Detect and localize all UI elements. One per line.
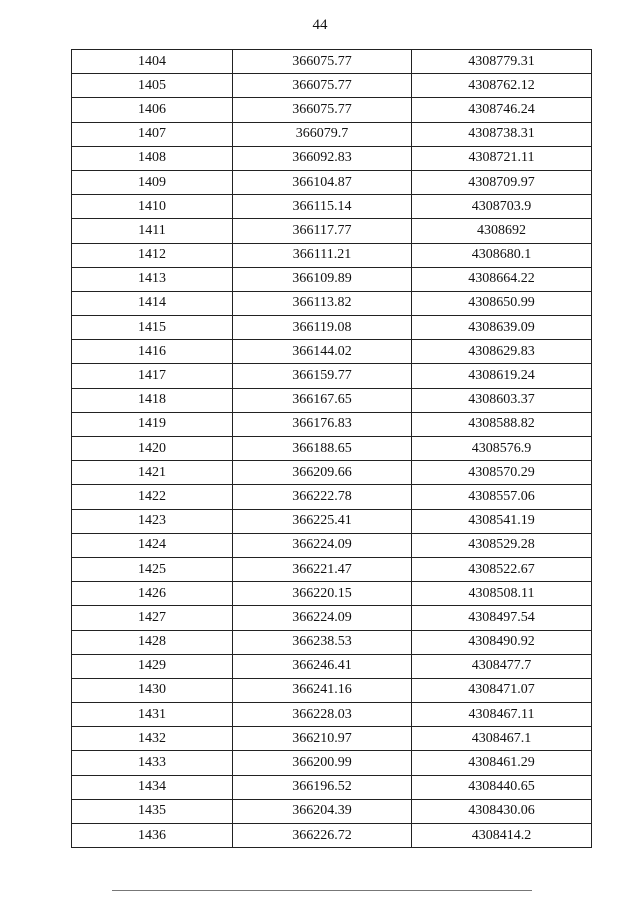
point-number-cell: 1415 [72, 316, 233, 340]
x-coordinate-cell: 366210.97 [233, 727, 412, 751]
y-coordinate-cell: 4308497.54 [412, 606, 592, 630]
x-coordinate-cell: 366200.99 [233, 751, 412, 775]
y-coordinate-cell: 4308588.82 [412, 412, 592, 436]
y-coordinate-cell: 4308467.1 [412, 727, 592, 751]
x-coordinate-cell: 366075.77 [233, 74, 412, 98]
x-coordinate-cell: 366225.41 [233, 509, 412, 533]
y-coordinate-cell: 4308414.2 [412, 824, 592, 848]
point-number-cell: 1412 [72, 243, 233, 267]
table-row [72, 316, 592, 340]
x-coordinate-cell: 366221.47 [233, 557, 412, 581]
x-coordinate-cell: 366176.83 [233, 412, 412, 436]
y-coordinate-cell: 4308664.22 [412, 267, 592, 291]
table-row [72, 74, 592, 98]
y-coordinate-cell: 4308467.11 [412, 703, 592, 727]
point-number-cell: 1416 [72, 340, 233, 364]
y-coordinate-cell: 4308440.65 [412, 775, 592, 799]
table-row [72, 654, 592, 678]
y-coordinate-cell: 4308529.28 [412, 533, 592, 557]
table-row [72, 703, 592, 727]
y-coordinate-cell: 4308709.97 [412, 170, 592, 194]
y-coordinate-cell: 4308576.9 [412, 437, 592, 461]
table-row [72, 50, 592, 74]
y-coordinate-cell: 4308738.31 [412, 122, 592, 146]
y-coordinate-cell: 4308703.9 [412, 195, 592, 219]
scan-artifact-line [112, 890, 532, 891]
y-coordinate-cell: 4308680.1 [412, 243, 592, 267]
table-row [72, 267, 592, 291]
coordinates-table-body [72, 50, 592, 848]
x-coordinate-cell: 366222.78 [233, 485, 412, 509]
x-coordinate-cell: 366159.77 [233, 364, 412, 388]
x-coordinate-cell: 366224.09 [233, 606, 412, 630]
x-coordinate-cell: 366238.53 [233, 630, 412, 654]
point-number-cell: 1422 [72, 485, 233, 509]
y-coordinate-cell: 4308692 [412, 219, 592, 243]
y-coordinate-cell: 4308557.06 [412, 485, 592, 509]
table-row [72, 751, 592, 775]
y-coordinate-cell: 4308721.11 [412, 146, 592, 170]
table-row [72, 364, 592, 388]
table-row [72, 606, 592, 630]
point-number-cell: 1431 [72, 703, 233, 727]
table-row [72, 582, 592, 606]
table-row [72, 195, 592, 219]
point-number-cell: 1430 [72, 678, 233, 702]
point-number-cell: 1407 [72, 122, 233, 146]
x-coordinate-cell: 366241.16 [233, 678, 412, 702]
x-coordinate-cell: 366188.65 [233, 437, 412, 461]
y-coordinate-cell: 4308522.67 [412, 557, 592, 581]
y-coordinate-cell: 4308430.06 [412, 799, 592, 823]
point-number-cell: 1429 [72, 654, 233, 678]
coordinates-table [71, 49, 592, 848]
x-coordinate-cell: 366115.14 [233, 195, 412, 219]
point-number-cell: 1405 [72, 74, 233, 98]
point-number-cell: 1410 [72, 195, 233, 219]
x-coordinate-cell: 366075.77 [233, 50, 412, 74]
table-row [72, 146, 592, 170]
y-coordinate-cell: 4308779.31 [412, 50, 592, 74]
point-number-cell: 1436 [72, 824, 233, 848]
x-coordinate-cell: 366104.87 [233, 170, 412, 194]
x-coordinate-cell: 366228.03 [233, 703, 412, 727]
point-number-cell: 1417 [72, 364, 233, 388]
point-number-cell: 1406 [72, 98, 233, 122]
x-coordinate-cell: 366079.7 [233, 122, 412, 146]
x-coordinate-cell: 366092.83 [233, 146, 412, 170]
y-coordinate-cell: 4308477.7 [412, 654, 592, 678]
table-row [72, 340, 592, 364]
table-row [72, 799, 592, 823]
point-number-cell: 1435 [72, 799, 233, 823]
y-coordinate-cell: 4308762.12 [412, 74, 592, 98]
table-row [72, 485, 592, 509]
table-row [72, 98, 592, 122]
x-coordinate-cell: 366196.52 [233, 775, 412, 799]
point-number-cell: 1426 [72, 582, 233, 606]
point-number-cell: 1434 [72, 775, 233, 799]
x-coordinate-cell: 366246.41 [233, 654, 412, 678]
table-row [72, 243, 592, 267]
x-coordinate-cell: 366119.08 [233, 316, 412, 340]
x-coordinate-cell: 366167.65 [233, 388, 412, 412]
table-row [72, 727, 592, 751]
y-coordinate-cell: 4308490.92 [412, 630, 592, 654]
y-coordinate-cell: 4308650.99 [412, 291, 592, 315]
point-number-cell: 1421 [72, 461, 233, 485]
table-row [72, 219, 592, 243]
table-row [72, 678, 592, 702]
table-row [72, 291, 592, 315]
x-coordinate-cell: 366226.72 [233, 824, 412, 848]
point-number-cell: 1428 [72, 630, 233, 654]
y-coordinate-cell: 4308629.83 [412, 340, 592, 364]
y-coordinate-cell: 4308619.24 [412, 364, 592, 388]
y-coordinate-cell: 4308639.09 [412, 316, 592, 340]
y-coordinate-cell: 4308461.29 [412, 751, 592, 775]
point-number-cell: 1409 [72, 170, 233, 194]
y-coordinate-cell: 4308746.24 [412, 98, 592, 122]
table-row [72, 557, 592, 581]
point-number-cell: 1420 [72, 437, 233, 461]
table-row [72, 412, 592, 436]
x-coordinate-cell: 366075.77 [233, 98, 412, 122]
table-row [72, 630, 592, 654]
point-number-cell: 1425 [72, 557, 233, 581]
table-row [72, 437, 592, 461]
y-coordinate-cell: 4308471.07 [412, 678, 592, 702]
x-coordinate-cell: 366117.77 [233, 219, 412, 243]
table-row [72, 824, 592, 848]
x-coordinate-cell: 366109.89 [233, 267, 412, 291]
point-number-cell: 1418 [72, 388, 233, 412]
point-number-cell: 1408 [72, 146, 233, 170]
point-number-cell: 1404 [72, 50, 233, 74]
table-row [72, 388, 592, 412]
table-row [72, 122, 592, 146]
y-coordinate-cell: 4308541.19 [412, 509, 592, 533]
y-coordinate-cell: 4308603.37 [412, 388, 592, 412]
x-coordinate-cell: 366224.09 [233, 533, 412, 557]
y-coordinate-cell: 4308570.29 [412, 461, 592, 485]
point-number-cell: 1423 [72, 509, 233, 533]
y-coordinate-cell: 4308508.11 [412, 582, 592, 606]
table-row [72, 461, 592, 485]
point-number-cell: 1427 [72, 606, 233, 630]
x-coordinate-cell: 366113.82 [233, 291, 412, 315]
point-number-cell: 1433 [72, 751, 233, 775]
table-row [72, 170, 592, 194]
x-coordinate-cell: 366204.39 [233, 799, 412, 823]
point-number-cell: 1413 [72, 267, 233, 291]
point-number-cell: 1411 [72, 219, 233, 243]
point-number-cell: 1414 [72, 291, 233, 315]
table-row [72, 509, 592, 533]
point-number-cell: 1432 [72, 727, 233, 751]
page-number: 44 [312, 17, 328, 33]
x-coordinate-cell: 366111.21 [233, 243, 412, 267]
x-coordinate-cell: 366144.02 [233, 340, 412, 364]
table-row [72, 775, 592, 799]
point-number-cell: 1419 [72, 412, 233, 436]
x-coordinate-cell: 366220.15 [233, 582, 412, 606]
point-number-cell: 1424 [72, 533, 233, 557]
x-coordinate-cell: 366209.66 [233, 461, 412, 485]
table-row [72, 533, 592, 557]
